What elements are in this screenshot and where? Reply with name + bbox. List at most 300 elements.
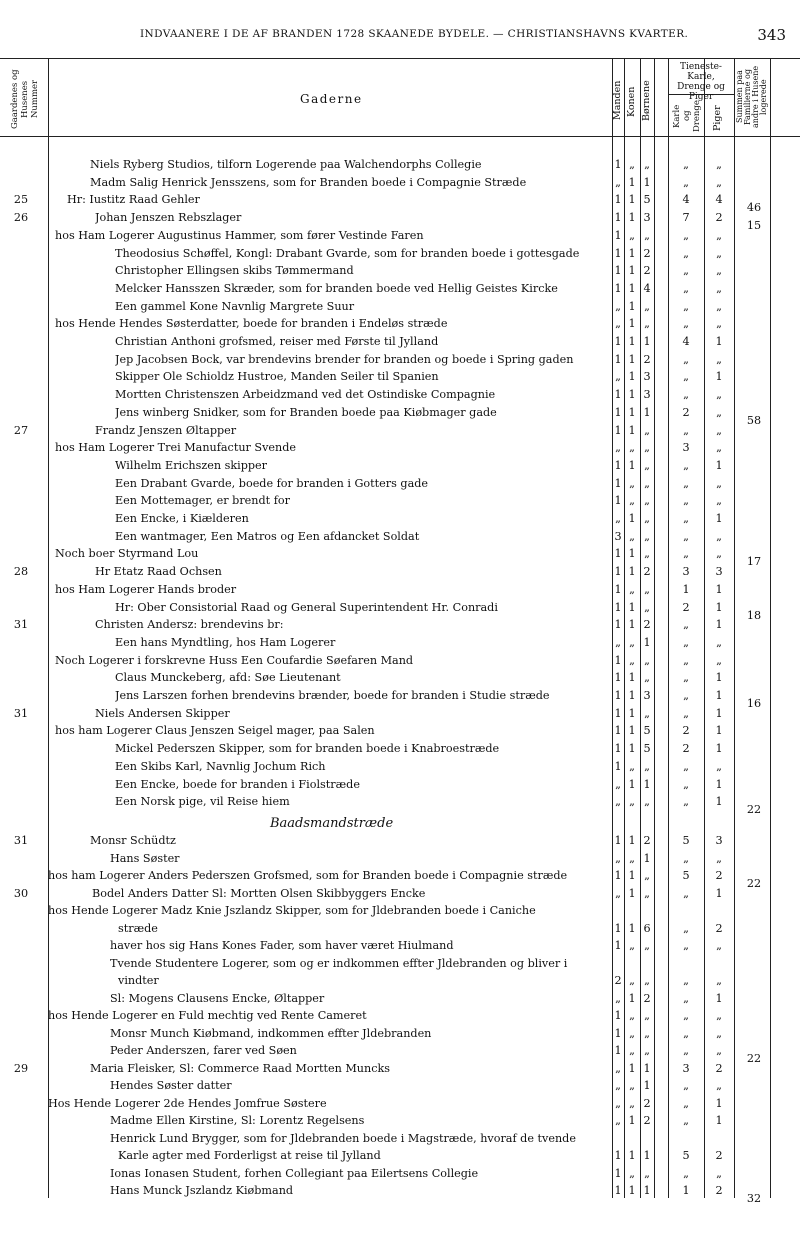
house-number: 27 <box>13 423 29 437</box>
count-cell: 4 <box>715 193 723 207</box>
count-cell: „ <box>644 1026 650 1040</box>
count-cell: 2 <box>715 1184 723 1197</box>
count-cell: 1 <box>628 1061 636 1075</box>
household-total: 15 <box>746 219 762 233</box>
count-cell: 1 <box>628 777 636 791</box>
count-cell: 1 <box>614 724 622 738</box>
header-top-rule <box>0 58 800 59</box>
count-cell: „ <box>615 370 621 384</box>
count-cell: „ <box>683 1114 689 1127</box>
household-total: 17 <box>746 555 762 569</box>
count-cell: „ <box>629 158 635 171</box>
count-cell: „ <box>615 512 621 525</box>
house-number-heading: Gaardenes og Husenes Nummer <box>10 69 40 129</box>
count-cell: 1 <box>614 335 622 348</box>
count-cell: 1 <box>628 689 636 702</box>
register-row <box>0 600 800 622</box>
count-cell: „ <box>644 869 650 882</box>
count-cell: „ <box>644 939 650 952</box>
count-cell: „ <box>683 264 689 278</box>
entry-text: Sl: Mogens Clausens Encke, Øltapper <box>110 991 325 1005</box>
count-cell: 1 <box>628 458 636 472</box>
count-cell: 1 <box>715 886 723 900</box>
count-cell: 3 <box>682 565 690 579</box>
entry-text: Monsr Schüdtz <box>90 834 176 847</box>
count-cell: 1 <box>614 476 622 490</box>
wife-heading: Konen <box>626 86 637 118</box>
count-cell: 1 <box>614 706 622 720</box>
register-row <box>0 957 800 974</box>
register-row <box>0 974 800 991</box>
entry-text: Jens winberg Snidker, som for Branden boede paa Kiøbmager gade <box>115 405 497 419</box>
household-total: 16 <box>746 697 762 710</box>
count-cell: „ <box>629 494 635 508</box>
count-cell: 1 <box>614 742 622 756</box>
count-cell: „ <box>716 246 722 260</box>
count-cell: „ <box>716 851 722 865</box>
register-row <box>0 689 800 710</box>
count-cell: 1 <box>628 724 636 738</box>
count-cell: „ <box>644 423 650 437</box>
count-cell: 1 <box>628 193 636 207</box>
entry-text: Niels Ryberg Studios, tilforn Logerende paa Walchendorphs Collegie <box>90 158 482 171</box>
register-row <box>0 654 800 671</box>
count-cell: „ <box>629 851 635 865</box>
count-cell: „ <box>683 299 689 313</box>
register-row <box>0 229 800 246</box>
register-row <box>0 565 800 582</box>
count-cell: „ <box>683 921 689 935</box>
count-cell: 1 <box>643 1149 651 1162</box>
count-cell: „ <box>716 175 722 189</box>
count-cell: „ <box>683 352 689 366</box>
count-cell: „ <box>644 512 650 525</box>
entry-text: stræde <box>118 921 158 935</box>
count-cell: „ <box>615 1061 621 1075</box>
count-cell: 1 <box>614 834 622 847</box>
count-cell: „ <box>683 458 689 472</box>
count-cell: 1 <box>614 494 622 508</box>
count-cell: „ <box>644 1044 650 1057</box>
count-cell: 1 <box>628 299 636 313</box>
count-cell: „ <box>683 529 689 543</box>
count-cell: „ <box>716 1079 722 1092</box>
count-cell: 1 <box>628 671 636 685</box>
entry-text: Christopher Ellingsen skibs Tømmermand <box>115 264 354 278</box>
count-cell: 1 <box>715 512 723 525</box>
man-heading: Manden <box>612 80 623 120</box>
entry-text: Hr Etatz Raad Ochsen <box>95 565 222 579</box>
house-number: 25 <box>13 193 29 207</box>
count-cell: 2 <box>643 264 651 278</box>
count-cell: „ <box>716 441 722 455</box>
count-cell: 4 <box>643 281 651 295</box>
count-cell: 1 <box>614 689 622 702</box>
count-cell: 1 <box>614 193 622 207</box>
count-cell: 1 <box>614 1184 622 1197</box>
entry-text: Een hans Myndtling, hos Ham Logerer <box>115 635 336 649</box>
register-row <box>0 1044 800 1065</box>
count-cell: 1 <box>628 335 636 348</box>
register-row <box>0 530 800 547</box>
register-row <box>0 477 800 494</box>
register-row <box>0 922 800 939</box>
count-cell: „ <box>629 1079 635 1092</box>
register-row <box>0 211 800 233</box>
count-cell: „ <box>716 158 722 171</box>
count-cell: „ <box>629 939 635 952</box>
count-cell: 5 <box>643 724 651 738</box>
count-cell: 1 <box>628 869 636 882</box>
entry-text: Madme Ellen Kirstine, Sl: Lorentz Regelsens <box>110 1114 365 1127</box>
count-cell: „ <box>683 547 689 561</box>
register-row <box>0 424 800 441</box>
count-cell: „ <box>629 635 635 649</box>
count-cell: „ <box>683 1026 689 1040</box>
count-cell: 2 <box>715 1149 723 1162</box>
count-cell: „ <box>716 529 722 543</box>
count-cell: 5 <box>643 742 651 756</box>
count-cell: „ <box>629 1044 635 1057</box>
register-row <box>0 671 800 688</box>
entry-text: Christen Andersz: brendevins br: <box>95 618 284 632</box>
entry-text: Christian Anthoni grofsmed, reiser med Første til Jylland <box>115 335 439 348</box>
count-cell: 2 <box>643 991 651 1005</box>
count-cell: „ <box>615 991 621 1005</box>
count-cell: 1 <box>628 512 636 525</box>
register-row <box>0 441 800 458</box>
count-cell: 3 <box>715 834 723 847</box>
count-cell: 2 <box>682 724 690 738</box>
count-cell: „ <box>716 476 722 490</box>
count-cell: 3 <box>614 529 622 543</box>
register-row <box>0 618 800 635</box>
register-row <box>0 405 800 427</box>
register-row <box>0 300 800 317</box>
header-bottom-rule <box>0 136 800 137</box>
house-number: 31 <box>13 706 29 720</box>
register-row <box>0 247 800 264</box>
register-row <box>0 335 800 352</box>
count-cell: „ <box>683 671 689 685</box>
count-cell: 1 <box>614 939 622 952</box>
entry-text: vindter <box>118 974 159 987</box>
entry-text: Mortten Christenszen Arbeidzmand ved det Ostindiske Compagnie <box>115 388 496 402</box>
count-cell: 1 <box>628 388 636 402</box>
count-cell: 2 <box>715 869 723 882</box>
entry-text: Maria Fleisker, Sl: Commerce Raad Mortten Muncks <box>90 1061 390 1075</box>
page-header <box>0 26 800 46</box>
count-cell: 3 <box>643 211 651 225</box>
count-cell: 1 <box>715 671 723 685</box>
count-cell: 1 <box>614 1044 622 1057</box>
count-cell: 1 <box>715 777 723 791</box>
count-cell: 1 <box>715 600 723 614</box>
count-cell: „ <box>615 299 621 313</box>
count-cell: 1 <box>715 582 723 596</box>
count-cell: 1 <box>628 600 636 614</box>
register-row <box>0 1079 800 1096</box>
count-cell: „ <box>644 582 650 596</box>
count-cell: 1 <box>715 689 723 702</box>
count-cell: „ <box>683 246 689 260</box>
count-cell: „ <box>644 228 650 242</box>
house-number: 31 <box>13 618 29 632</box>
count-cell: 1 <box>614 653 622 667</box>
count-cell: 2 <box>643 352 651 366</box>
count-cell: 1 <box>628 281 636 295</box>
count-cell: 1 <box>715 618 723 632</box>
count-cell: 2 <box>643 565 651 579</box>
register-row <box>0 887 800 904</box>
entry-text: Madm Salig Henrick Jensszens, som for Branden boede i Compagnie Stræde <box>90 175 527 189</box>
count-cell: „ <box>644 441 650 455</box>
entry-text: hos Hende Logerer Madz Knie Jszlandz Skipper, som for Jldebranden boede i Caniche <box>48 904 536 917</box>
count-cell: 5 <box>682 1149 690 1162</box>
count-cell: 1 <box>715 335 723 348</box>
count-cell: „ <box>644 458 650 472</box>
count-cell: „ <box>683 1044 689 1057</box>
entry-text: Hr: Ober Consistorial Raad og General Superintendent Hr. Conradi <box>115 600 498 614</box>
household-total: 58 <box>746 413 762 427</box>
count-cell: 1 <box>614 1026 622 1040</box>
register-row <box>0 459 800 476</box>
count-cell: 3 <box>643 689 651 702</box>
count-cell: 2 <box>715 921 723 935</box>
count-cell: „ <box>644 653 650 667</box>
count-cell: „ <box>615 317 621 331</box>
register-row <box>0 1184 800 1205</box>
entry-text: Karle agter med Forderligst at reise til Jylland <box>118 1149 381 1162</box>
count-cell: „ <box>615 1079 621 1092</box>
count-cell: 1 <box>614 618 622 632</box>
count-cell: 1 <box>628 264 636 278</box>
count-cell: 1 <box>614 671 622 685</box>
register-row <box>0 264 800 281</box>
count-cell: 4 <box>682 335 690 348</box>
count-cell: 1 <box>628 547 636 561</box>
count-cell: „ <box>629 1009 635 1022</box>
count-cell: 2 <box>614 974 622 987</box>
count-cell: 1 <box>628 317 636 331</box>
entry-text: Claus Munckeberg, afd: Søe Lieutenant <box>115 671 341 685</box>
count-cell: „ <box>615 1096 621 1110</box>
count-cell: 1 <box>614 1009 622 1022</box>
register-row <box>0 760 800 777</box>
count-cell: „ <box>683 281 689 295</box>
streets-heading: Gaderne <box>300 92 363 106</box>
count-cell: „ <box>644 476 650 490</box>
count-cell: 5 <box>682 834 690 847</box>
count-cell: „ <box>615 795 621 809</box>
house-number: 28 <box>13 565 29 579</box>
count-cell: „ <box>716 939 722 952</box>
count-cell: „ <box>683 618 689 632</box>
count-cell: „ <box>644 529 650 543</box>
count-cell: 2 <box>682 405 690 419</box>
house-number: 26 <box>13 211 29 225</box>
count-cell: 1 <box>715 1114 723 1127</box>
count-cell: 4 <box>682 193 690 207</box>
count-cell: „ <box>683 370 689 384</box>
count-cell: „ <box>716 281 722 295</box>
register-row <box>0 1149 800 1166</box>
entry-text: Noch Logerer i forskrevne Huss Een Coufardie Søefaren Mand <box>55 653 414 667</box>
register-row <box>0 547 800 569</box>
count-cell: 1 <box>614 281 622 295</box>
count-cell: 1 <box>628 1149 636 1162</box>
count-cell: 1 <box>614 264 622 278</box>
count-cell: 1 <box>643 635 651 649</box>
count-cell: 1 <box>715 724 723 738</box>
count-cell: „ <box>615 777 621 791</box>
count-cell: 1 <box>643 335 651 348</box>
count-cell: „ <box>716 352 722 366</box>
register-row <box>0 724 800 741</box>
household-total: 18 <box>746 608 762 622</box>
count-cell: „ <box>644 494 650 508</box>
count-cell: 1 <box>715 795 723 809</box>
count-cell: „ <box>644 795 650 809</box>
count-cell: „ <box>644 600 650 614</box>
count-cell: „ <box>716 388 722 402</box>
count-cell: „ <box>683 512 689 525</box>
register-row <box>0 193 800 215</box>
count-cell: „ <box>629 228 635 242</box>
count-cell: 1 <box>628 246 636 260</box>
house-number: 30 <box>13 886 29 900</box>
count-cell: „ <box>644 671 650 685</box>
count-cell: 3 <box>643 370 651 384</box>
count-cell: 1 <box>628 423 636 437</box>
count-cell: 1 <box>643 851 651 865</box>
entry-text: Hans Munck Jszlandz Kiøbmand <box>110 1184 294 1197</box>
register-row <box>0 904 800 921</box>
count-cell: „ <box>644 886 650 900</box>
count-cell: „ <box>683 1166 689 1180</box>
count-cell: 1 <box>628 211 636 225</box>
count-cell: „ <box>683 388 689 402</box>
entry-text: Een Norsk pige, vil Reise hiem <box>115 795 290 809</box>
count-cell: 1 <box>614 582 622 596</box>
count-cell: 2 <box>682 742 690 756</box>
register-row <box>0 317 800 334</box>
count-cell: „ <box>644 317 650 331</box>
count-cell: „ <box>629 1166 635 1180</box>
entry-text: Jens Larszen forhen brendevins brænder, boede for branden i Studie stræde <box>115 689 550 702</box>
count-cell: 2 <box>643 1114 651 1127</box>
count-cell: 1 <box>614 869 622 882</box>
register-row <box>0 282 800 299</box>
entry-text: hos Ham Logerer Trei Manufactur Svende <box>55 441 297 455</box>
count-cell: 1 <box>614 547 622 561</box>
count-cell: „ <box>629 974 635 987</box>
count-cell: 2 <box>643 618 651 632</box>
entry-text: hos Hende Logerer en Fuld mechtig ved Rente Cameret <box>48 1009 367 1022</box>
entry-text: Een wantmager, Een Matros og Een afdancket Soldat <box>115 529 420 543</box>
entry-text: hos ham Logerer Claus Jenszen Seigel mager, paa Salen <box>55 724 375 738</box>
count-cell: „ <box>629 441 635 455</box>
count-cell: 1 <box>628 1114 636 1127</box>
register-row <box>0 1167 800 1184</box>
entry-text: Hendes Søster datter <box>110 1079 232 1092</box>
count-cell: 1 <box>643 1184 651 1197</box>
count-cell: 3 <box>715 565 723 579</box>
count-cell: „ <box>683 851 689 865</box>
servants-heading: Tieneste-Karle, Drenge og Piger <box>677 62 725 102</box>
count-cell: „ <box>683 175 689 189</box>
count-cell: „ <box>615 441 621 455</box>
count-cell: „ <box>716 974 722 987</box>
count-cell: 5 <box>682 869 690 882</box>
entry-text: Mickel Pederszen Skipper, som for branden boede i Knabroestræde <box>115 742 500 756</box>
count-cell: „ <box>716 547 722 561</box>
count-cell: 1 <box>715 742 723 756</box>
count-cell: 1 <box>614 921 622 935</box>
count-cell: „ <box>716 405 722 419</box>
register-row <box>0 353 800 370</box>
entry-text: Noch boer Styrmand Lou <box>55 547 199 561</box>
count-cell: „ <box>683 423 689 437</box>
count-cell: 1 <box>628 565 636 579</box>
count-cell: „ <box>629 795 635 809</box>
register-row <box>0 1097 800 1114</box>
count-cell: 1 <box>628 405 636 419</box>
entry-text: Johan Jenszen Rebszlager <box>95 211 242 225</box>
count-cell: 1 <box>628 921 636 935</box>
household-total: 22 <box>746 1052 762 1065</box>
count-cell: „ <box>716 759 722 773</box>
count-cell: 1 <box>643 1079 651 1092</box>
register-row <box>0 636 800 653</box>
entry-text: Een Skibs Karl, Navnlig Jochum Rich <box>115 759 326 773</box>
entry-text: Melcker Hansszen Skræder, som for branden boede ved Hellig Geistes Kircke <box>115 281 558 295</box>
entry-text: haver hos sig Hans Kones Fader, som haver været Hiulmand <box>110 939 454 952</box>
count-cell: 1 <box>628 1184 636 1197</box>
count-cell: „ <box>716 228 722 242</box>
count-cell: „ <box>683 317 689 331</box>
entry-text: Een Drabant Gvarde, boede for branden i Gotters gade <box>115 476 429 490</box>
register-row <box>0 176 800 193</box>
count-cell: „ <box>644 974 650 987</box>
count-cell: 1 <box>715 458 723 472</box>
count-cell: 7 <box>682 211 690 225</box>
count-cell: 1 <box>628 706 636 720</box>
count-cell: „ <box>716 1026 722 1040</box>
count-cell: „ <box>683 1096 689 1110</box>
count-cell: „ <box>683 886 689 900</box>
register-row <box>0 1132 800 1149</box>
register-row <box>0 370 800 387</box>
count-cell: 2 <box>682 600 690 614</box>
register-row <box>0 1009 800 1026</box>
register-row <box>0 852 800 869</box>
count-cell: „ <box>716 653 722 667</box>
count-cell: „ <box>716 635 722 649</box>
register-row <box>0 742 800 759</box>
count-cell: 1 <box>643 1061 651 1075</box>
entry-text: hos Hende Hendes Søsterdatter, boede for branden i Endeløs stræde <box>55 317 448 331</box>
register-row <box>0 494 800 511</box>
count-cell: 1 <box>628 886 636 900</box>
count-cell: 6 <box>643 921 651 935</box>
count-cell: „ <box>615 175 621 189</box>
count-cell: 1 <box>614 352 622 366</box>
count-cell: 1 <box>628 175 636 189</box>
entry-text: Een Encke, i Kiælderen <box>115 512 249 525</box>
entry-text: Peder Anderszen, farer ved Søen <box>110 1044 297 1057</box>
entry-text: Jep Jacobsen Bock, var brendevins brender for branden og boede i Spring gaden <box>115 352 574 366</box>
